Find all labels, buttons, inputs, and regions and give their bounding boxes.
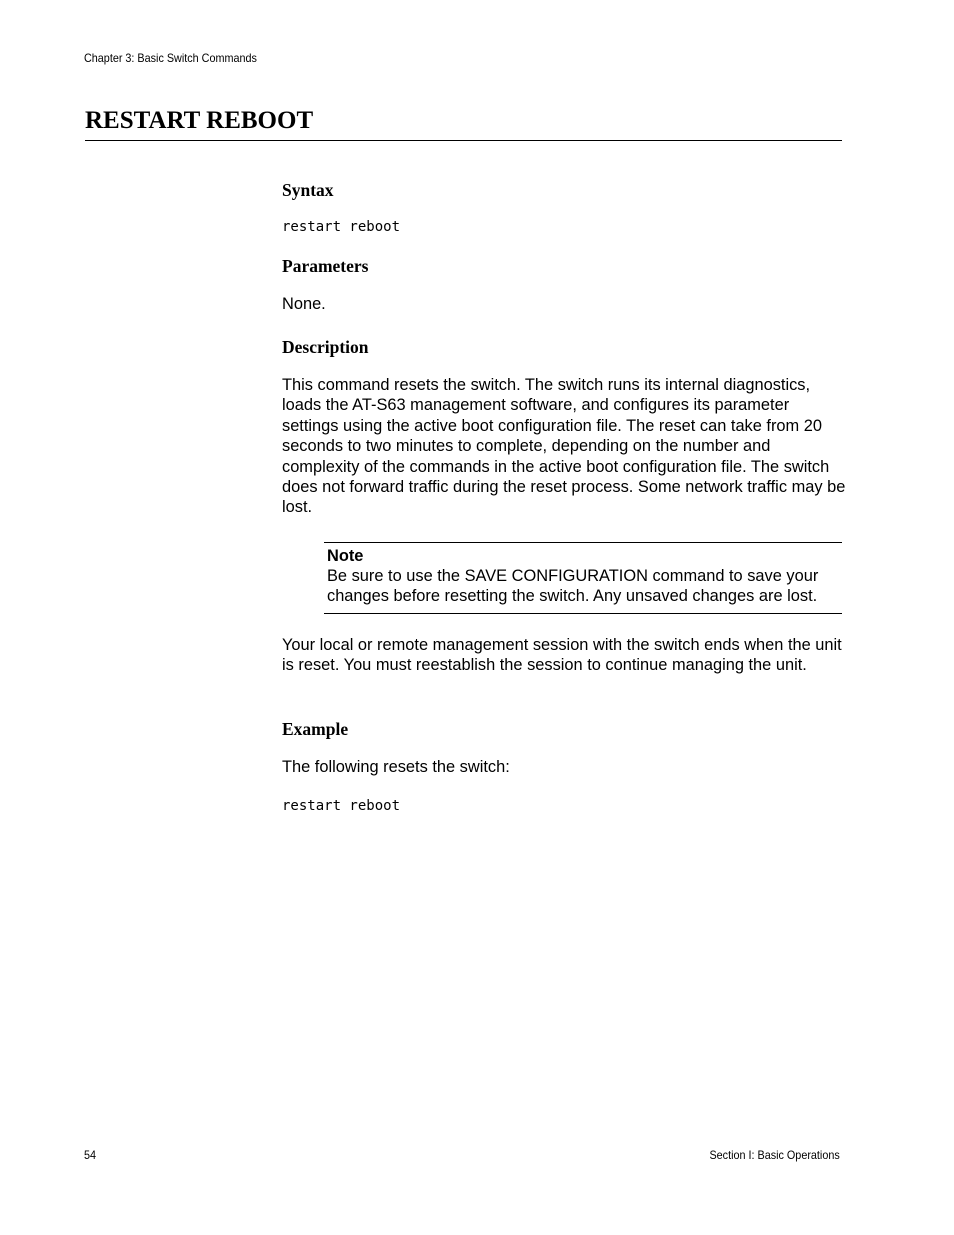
description-paragraph: This command resets the switch. The switch runs its internal diagnostics, loads the AT-S63 management software, and configures its parameter settings using the active boot configuration file. The reset can take from 20 seconds to two minutes to complete, depending on the number and complexity of the commands in the active boot configuration file. The switch does not forward traffic during the reset process. Some network traffic may be lost. — [282, 376, 846, 517]
footer-section: Section I: Basic Operations — [709, 1148, 840, 1162]
parameters-text: None. — [282, 295, 326, 313]
example-code: restart reboot — [282, 798, 401, 814]
note-text: Be sure to use the SAVE CONFIGURATION command to save your changes before resetting the switch. Any unsaved changes are lost. — [327, 567, 819, 606]
running-header: Chapter 3: Basic Switch Commands — [84, 51, 257, 65]
title-rule — [85, 140, 842, 141]
example-heading: Example — [282, 719, 349, 739]
page-title: RESTART REBOOT — [85, 107, 314, 134]
example-text: The following resets the switch: — [282, 758, 510, 776]
syntax-heading: Syntax — [282, 180, 334, 200]
note-box — [324, 542, 842, 614]
session-paragraph: Your local or remote management session with the switch ends when the unit is reset. You must reestablish the session to continue managing the unit. — [282, 636, 842, 675]
note-label: Note — [327, 547, 364, 565]
description-heading: Description — [282, 337, 369, 357]
parameters-heading: Parameters — [282, 256, 369, 276]
syntax-code: restart reboot — [282, 219, 401, 235]
page-number: 54 — [84, 1148, 97, 1162]
